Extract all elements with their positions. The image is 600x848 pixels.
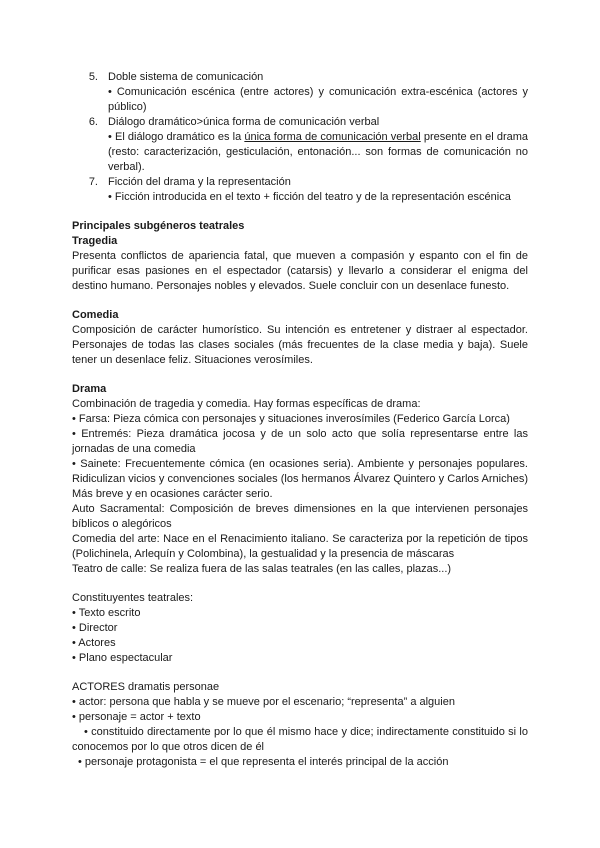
item-number: 7. [88, 176, 98, 188]
item-bullet-text: • Ficción introducida en el texto + ficción del teatro y de la representación escénica [108, 191, 511, 203]
drama-title: Drama [72, 383, 107, 395]
actores-heading: ACTORES dramatis personae [72, 681, 220, 693]
list-item [72, 115, 528, 130]
item-title: Ficción del drama y la representación [108, 176, 291, 188]
list-item [72, 70, 528, 85]
item-number: 6. [88, 116, 98, 128]
tragedia-text: Presenta conflictos de apariencia fatal, que mueven a compasión y espanto con el fin de purificar esas pasiones en el espectador (catarsis) y llevarlo a considerar el enigma del destino humano. Personajes nobles y elevados. Suele concluir con un desenlace funesto. [72, 250, 528, 292]
drama-comedia-arte: Comedia del arte: Nace en el Renacimiento italiano. Se caracteriza por la repetición de tipos (Polichinela, Arlequín y Colombina), la gestualidad y la presencia de máscaras [72, 533, 528, 560]
underlined-text: única forma de comunicación verbal [244, 131, 421, 143]
list-item: • Actores [72, 637, 116, 649]
item-title: Diálogo dramático>única forma de comunicación verbal [108, 116, 380, 128]
item-bullet-text: • El diálogo dramático es la [108, 131, 245, 143]
document-page [72, 70, 528, 770]
list-item: • Director [72, 622, 118, 634]
list-item [72, 175, 528, 190]
drama-intro: Combinación de tragedia y comedia. Hay formas específicas de drama: [72, 398, 421, 410]
actores-protagonista: • personaje protagonista = el que representa el interés principal de la acción [78, 756, 449, 768]
comedia-title: Comedia [72, 309, 119, 321]
item-bullet-text: • Comunicación escénica (entre actores) y comunicación extra-escénica (actores y público) [108, 86, 528, 113]
item-bullet-text: presente en el drama (resto: caracterización, gesticulación, entonación... son formas de comunicación no verbal). [108, 131, 529, 173]
drama-farsa: • Farsa: Pieza cómica con personajes y situaciones inverosímiles (Federico García Lorca) [72, 413, 510, 425]
drama-auto-sacramental: Auto Sacramental: Composición de breves dimensiones en la que intervienen personajes bíblicos o alegóricos [72, 503, 528, 530]
drama-teatro-calle: Teatro de calle: Se realiza fuera de las salas teatrales (en las calles, plazas...) [72, 563, 452, 575]
tragedia-title: Tragedia [72, 235, 118, 247]
list-item: • Texto escrito [72, 607, 141, 619]
item-bullet [72, 85, 528, 115]
section-heading: Principales subgéneros teatrales [72, 220, 245, 232]
list-item: • Plano espectacular [72, 652, 173, 664]
drama-entremes: • Entremés: Pieza dramática jocosa y de un solo acto que solía representarse entre las jornadas de una comedia [72, 428, 528, 455]
item-bullet [72, 190, 528, 205]
actores-actor: • actor: persona que habla y se mueve por el escenario; “representa” a alguien [72, 696, 455, 708]
actores-personaje: • personaje = actor + texto [72, 711, 201, 723]
item-number: 5. [88, 71, 98, 83]
comedia-text: Composición de carácter humorístico. Su intención es entretener y distraer al espectador. Personajes de todas las clases sociales (más frecuentes de la clase media y baja). Suele tener un desenlace feliz. Situaciones verosímiles. [72, 324, 528, 366]
item-title: Doble sistema de comunicación [108, 71, 264, 83]
constituyentes-heading: Constituyentes teatrales: [72, 592, 194, 604]
item-bullet [72, 130, 528, 175]
actores-constituido: • constituido directamente por lo que él mismo hace y dice; indirectamente constituido si lo conocemos por lo que otros dicen de él [72, 726, 528, 753]
drama-sainete: • Sainete: Frecuentemente cómica (en ocasiones seria). Ambiente y personajes populares. Ridiculizan vicios y convenciones sociales (los hermanos Álvarez Quintero y Carlos Arniches) Más breve y en ocasiones carácter serio. [72, 458, 528, 500]
